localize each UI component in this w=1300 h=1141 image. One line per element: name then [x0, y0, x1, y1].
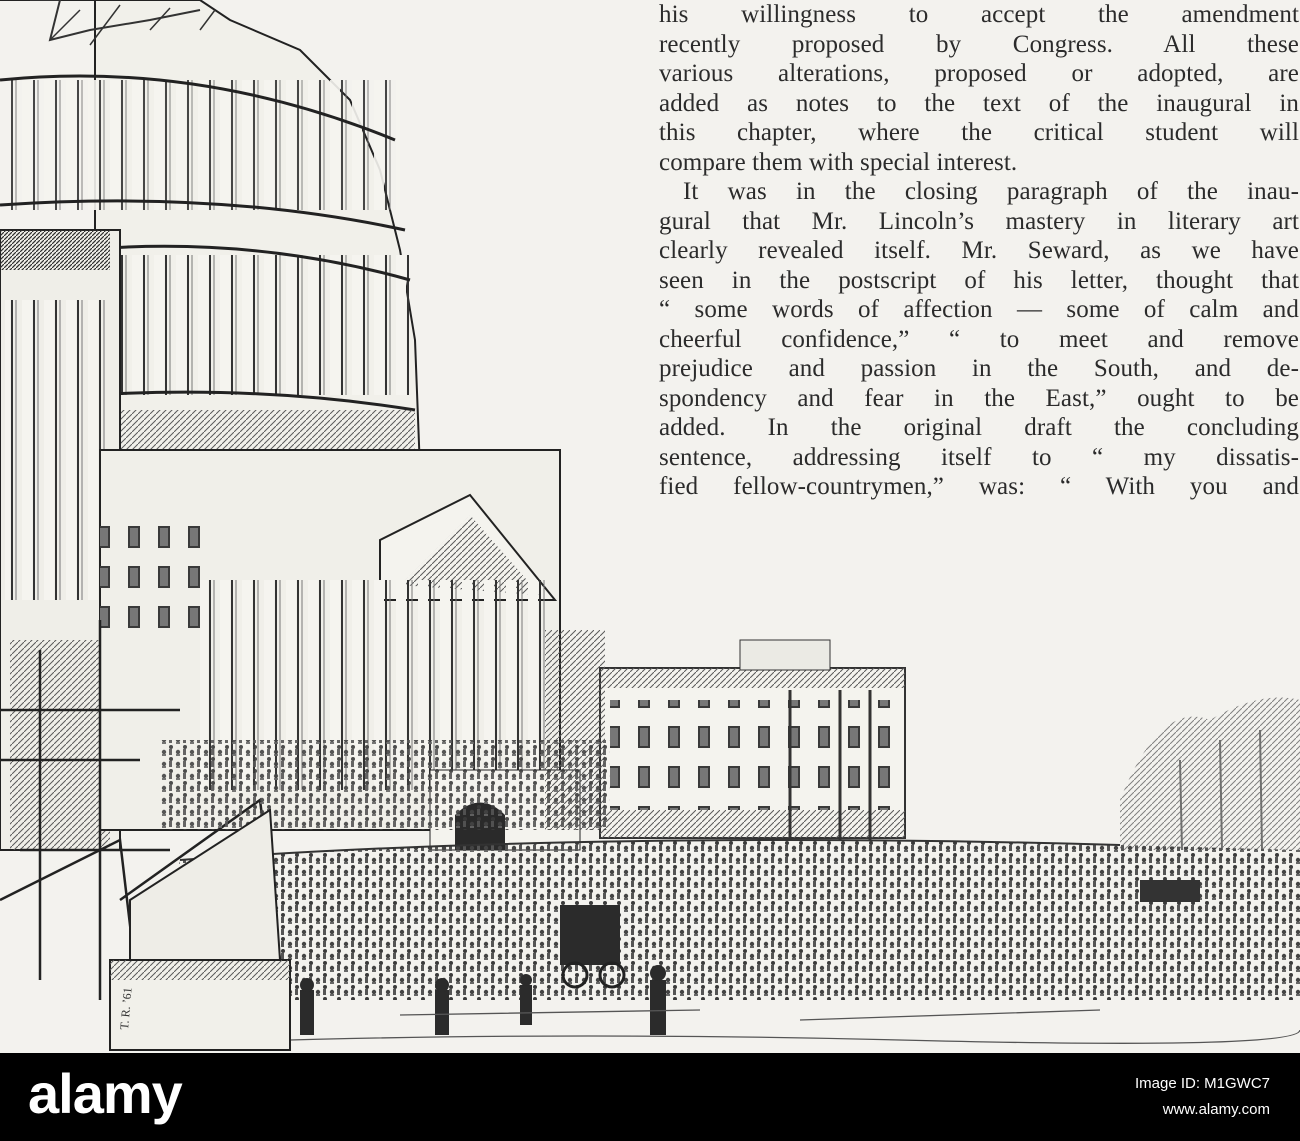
- image-id: Image ID: M1GWC7: [1134, 1075, 1270, 1092]
- text-line: It was in the closing paragraph of the inau-: [683, 178, 1299, 205]
- senate-wing: [600, 640, 905, 840]
- platform: [160, 740, 610, 830]
- text-line: added as notes to the text of the inaugural in: [659, 89, 1299, 117]
- text-line: cheerful confidence,” “ to meet and remove: [659, 325, 1299, 353]
- text-line: his willingness to accept the amendment: [659, 1, 1299, 28]
- text-line: clearly revealed itself. Mr. Seward, as we have: [659, 237, 1299, 264]
- text-line: seen in the postscript of his letter, thought that: [659, 266, 1299, 294]
- image-meta: [1135, 1071, 1270, 1123]
- trees: [1120, 698, 1300, 851]
- text-line: sentence, addressing itself to “ my dissatis-: [659, 443, 1299, 471]
- artist-monogram: T. R. ’61: [117, 986, 135, 1031]
- ground-lines: [150, 1010, 1300, 1045]
- text-line: this chapter, where the critical student will: [659, 119, 1299, 146]
- text-line: added. In the original draft the concluding: [659, 414, 1299, 441]
- text-line: various alterations, proposed or adopted, are: [659, 60, 1299, 87]
- site-link[interactable]: www.alamy.com: [1162, 1101, 1270, 1118]
- text-line: gural that Mr. Lincoln’s mastery in literary art: [659, 207, 1299, 235]
- text-line: compare them with special interest.: [659, 148, 1018, 176]
- text-line: “ some words of affection — some of calm and: [659, 296, 1299, 323]
- svg-text:alamy: alamy: [28, 1065, 182, 1125]
- stock-footer: [0, 1053, 1300, 1141]
- text-line: spondency and fear in the East,” ought to be: [659, 384, 1299, 412]
- alamy-logo[interactable]: [28, 1065, 328, 1129]
- text-line: fied fellow-countrymen,” was: “ With you and: [659, 473, 1299, 500]
- body-text: [659, 0, 1299, 502]
- text-line: recently proposed by Congress. All these: [659, 30, 1299, 58]
- text-line: prejudice and passion in the South, and de-: [659, 355, 1299, 382]
- inauguration-crowd: [150, 840, 1300, 1035]
- stone-blocks: [110, 810, 290, 1050]
